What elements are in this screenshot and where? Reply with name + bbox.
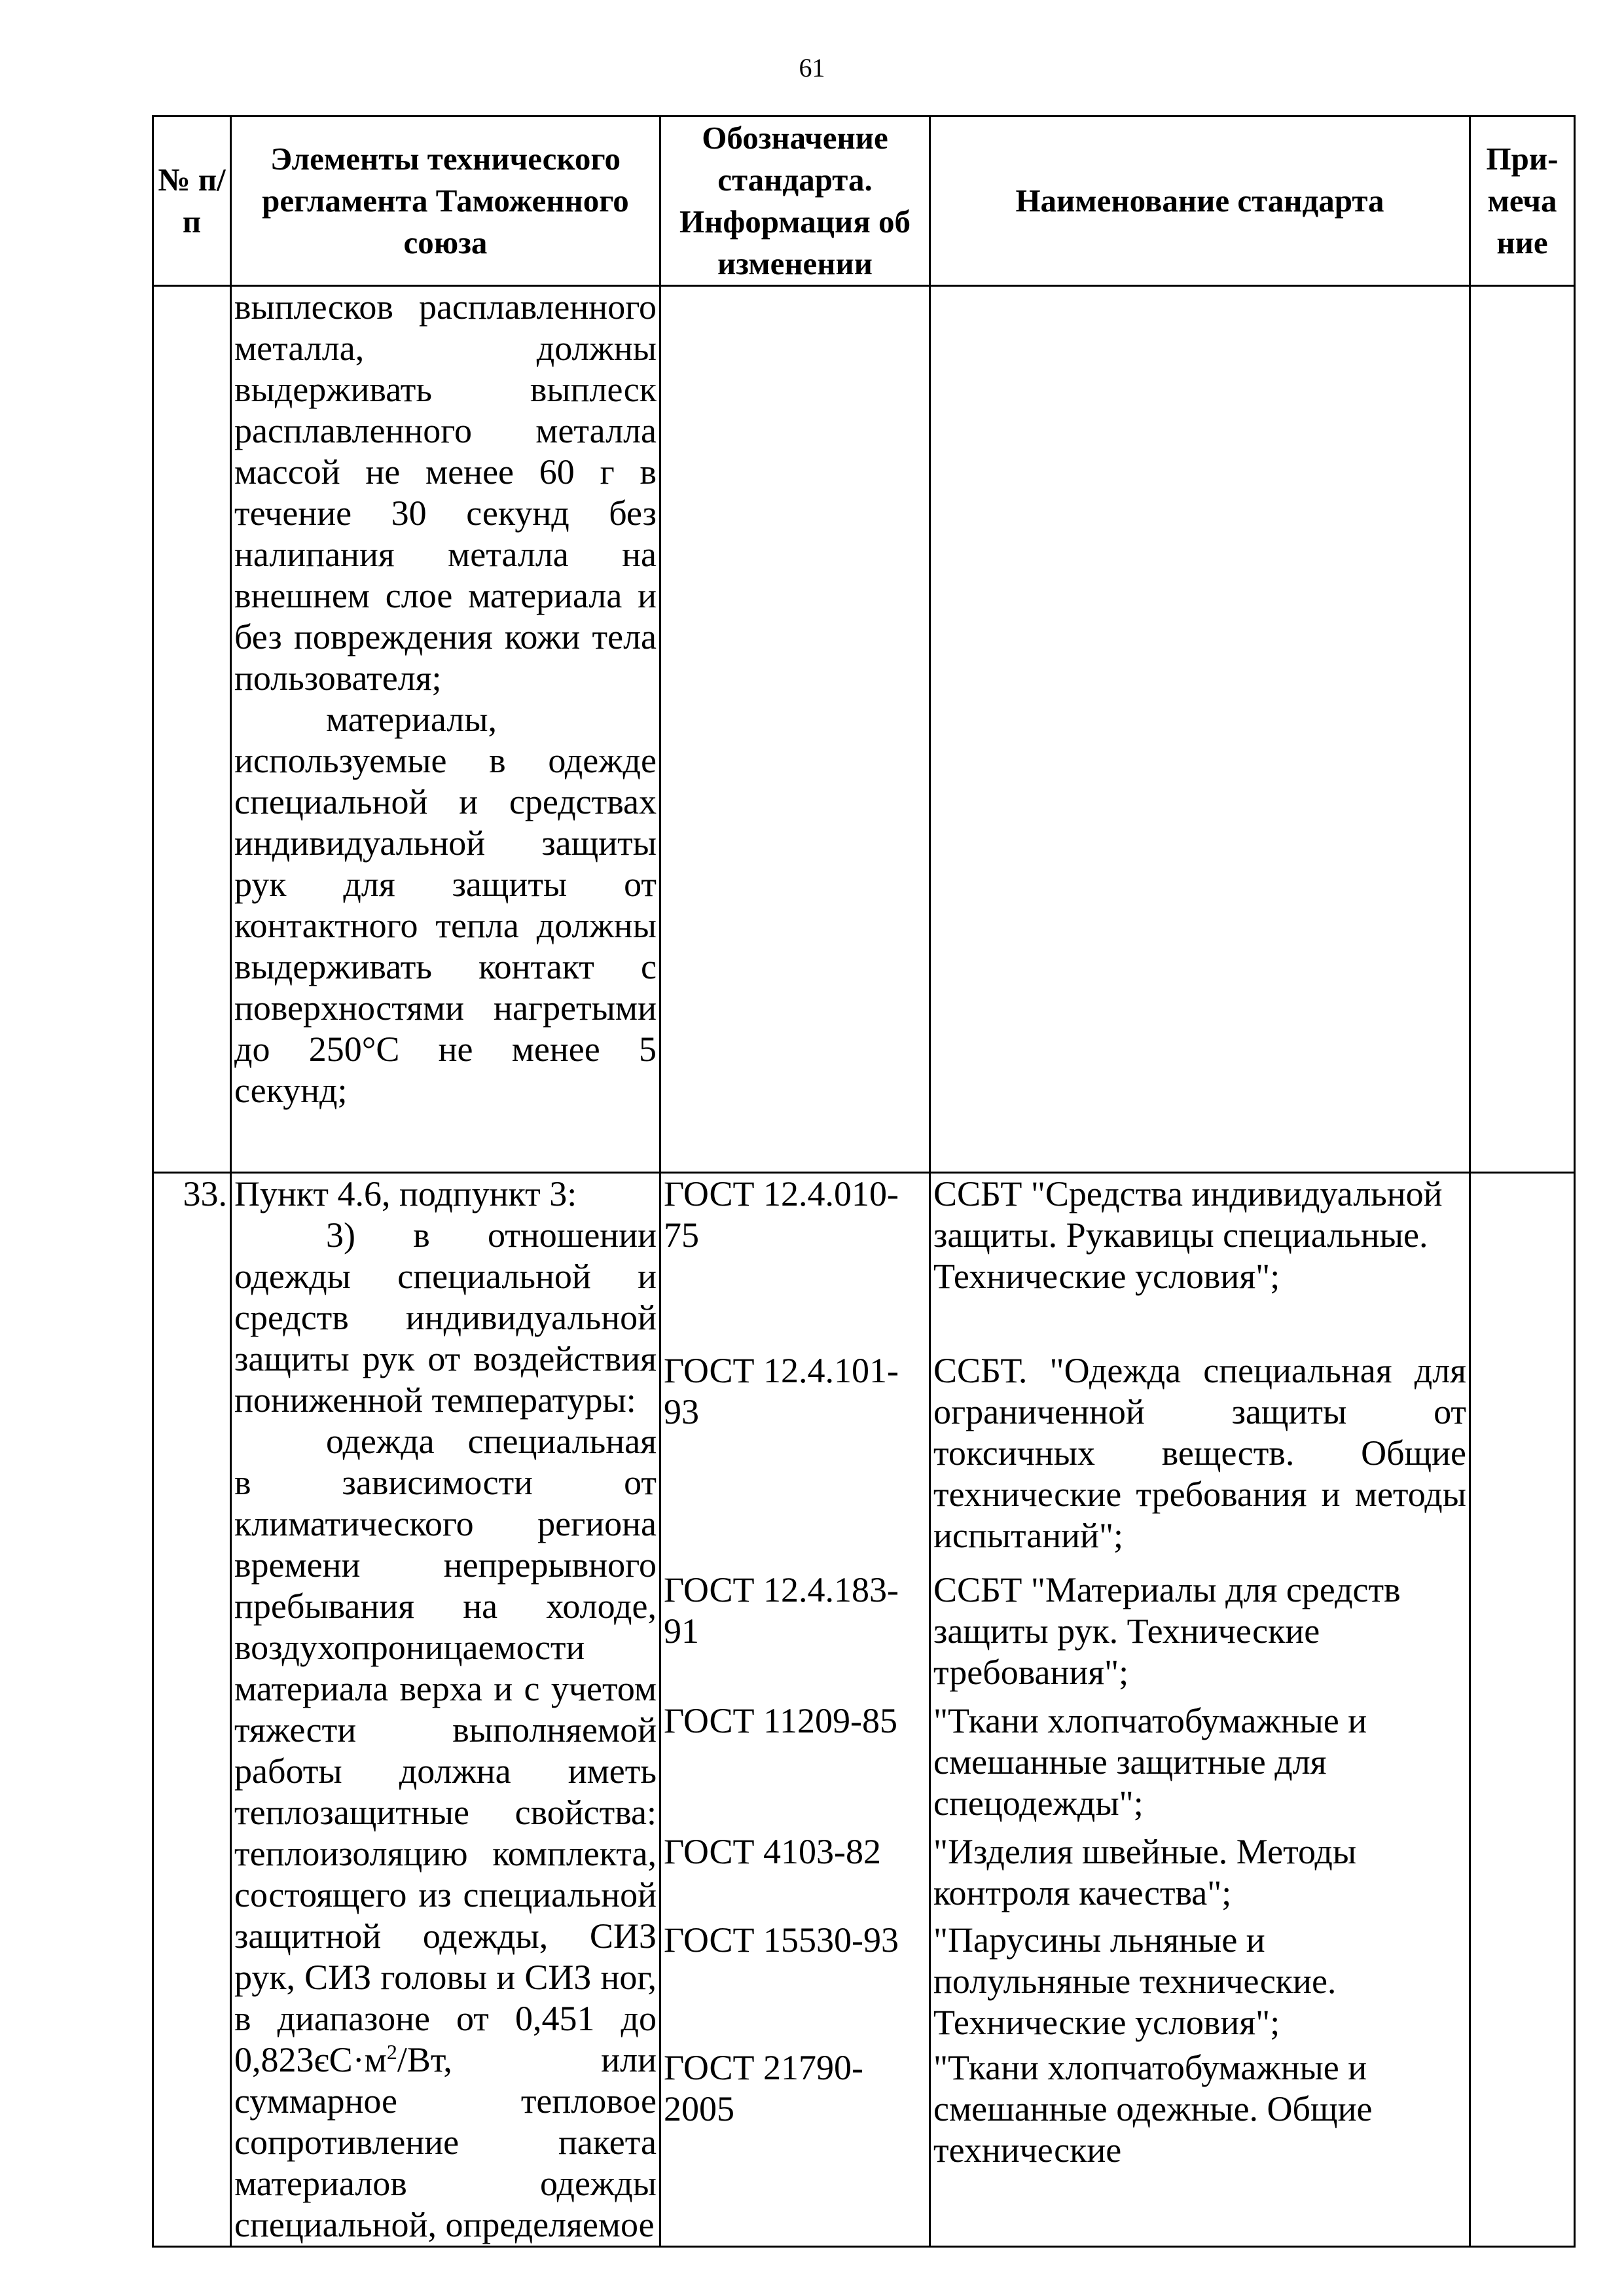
standard-name: "Ткани хлопчатобумажные и смешанные одежные. Общие технические <box>933 2048 1373 2170</box>
table-header-row <box>153 117 1575 286</box>
standard-name: "Ткани хлопчатобумажные и смешанные защитные для спецодежды"; <box>933 1701 1367 1823</box>
superscript: 2 <box>386 2040 397 2064</box>
element-text: материалы, используемые в одежде специальной и средствах индивидуальной защиты рук для защиты от контактного тепла должны выдерживать контакт с поверхностями нагретыми до 250°С не менее 5 секунд; <box>234 700 657 1110</box>
cell-note <box>1470 286 1575 1173</box>
header-note: При-меча ние <box>1470 117 1575 286</box>
header-name: Наименование стандарта <box>930 117 1470 286</box>
standard-name: ССБТ "Материалы для средств защиты рук. Технические требования"; <box>933 1570 1401 1692</box>
cell-elements <box>231 286 660 1173</box>
element-text: выплесков расплавленного металла, должны выдерживать выплеск расплавленного металла массой не менее 60 г в течение 30 секунд без налипания металла на внешнем слое материала и без повреждения кожи тела пользователя; <box>234 287 657 698</box>
standard-name: "Парусины льняные и полульняные технические. Технические условия"; <box>933 1920 1337 2042</box>
element-text <box>234 1421 657 2246</box>
standard-name: ССБТ. "Одежда специальная для ограниченной защиты от токсичных веществ. Общие технические требования и методы испытаний"; <box>933 1351 1466 1555</box>
row-number: 33. <box>153 1173 231 2247</box>
table-row-33 <box>153 1173 1575 2247</box>
standard-name: "Изделия швейные. Методы контроля качества"; <box>933 1832 1357 1912</box>
standard-code: ГОСТ 12.4.183-91 <box>664 1570 899 1651</box>
element-text-part: /Вт, или суммарное тепловое сопротивление пакета материалов одежды специальной, определяемое <box>234 2040 657 2244</box>
header-elements: Элементы технического регламента Таможенного союза <box>231 117 660 286</box>
page-number: 61 <box>799 53 825 82</box>
element-text-part: одежда специальная в зависимости от климатического региона времени непрерывного пребывания на холоде, воздухопроницаемости материала верха и с учетом тяжести выполняемой работы должна иметь теплозащитные свойства: теплоизоляцию комплекта, состоящего из специальной защитной одежды, СИЗ рук, СИЗ головы и СИЗ ног, в диапазоне от 0,451 до 0,823єС·м <box>234 1422 657 2079</box>
cell-designation <box>660 1173 930 2247</box>
header-num: № п/п <box>153 117 231 286</box>
standard-name: ССБТ "Средства индивидуальной защиты. Рукавицы специальные. Технические условия"; <box>933 1174 1443 1296</box>
header-designation: Обозначение стандарта. Информация об изменении <box>660 117 930 286</box>
standard-code: ГОСТ 21790-2005 <box>664 2048 864 2128</box>
standard-code: ГОСТ 12.4.010-75 <box>664 1174 899 1255</box>
cell-name <box>930 1173 1470 2247</box>
standard-code: ГОСТ 4103-82 <box>664 1832 882 1871</box>
cell-designation <box>660 286 930 1173</box>
cell-num <box>153 286 231 1173</box>
table-row-continued <box>153 286 1575 1173</box>
standard-code: ГОСТ 12.4.101-93 <box>664 1351 899 1431</box>
standard-code: ГОСТ 15530-93 <box>664 1920 899 1960</box>
element-text: Пункт 4.6, подпункт 3: <box>234 1174 577 1213</box>
standard-code: ГОСТ 11209-85 <box>664 1701 898 1740</box>
element-text: 3) в отношении одежды специальной и средств индивидуальной защиты рук от воздействия пониженной температуры: <box>234 1215 657 1420</box>
cell-elements <box>231 1173 660 2247</box>
standards-table <box>152 115 1576 2248</box>
cell-name <box>930 286 1470 1173</box>
cell-note <box>1470 1173 1575 2247</box>
